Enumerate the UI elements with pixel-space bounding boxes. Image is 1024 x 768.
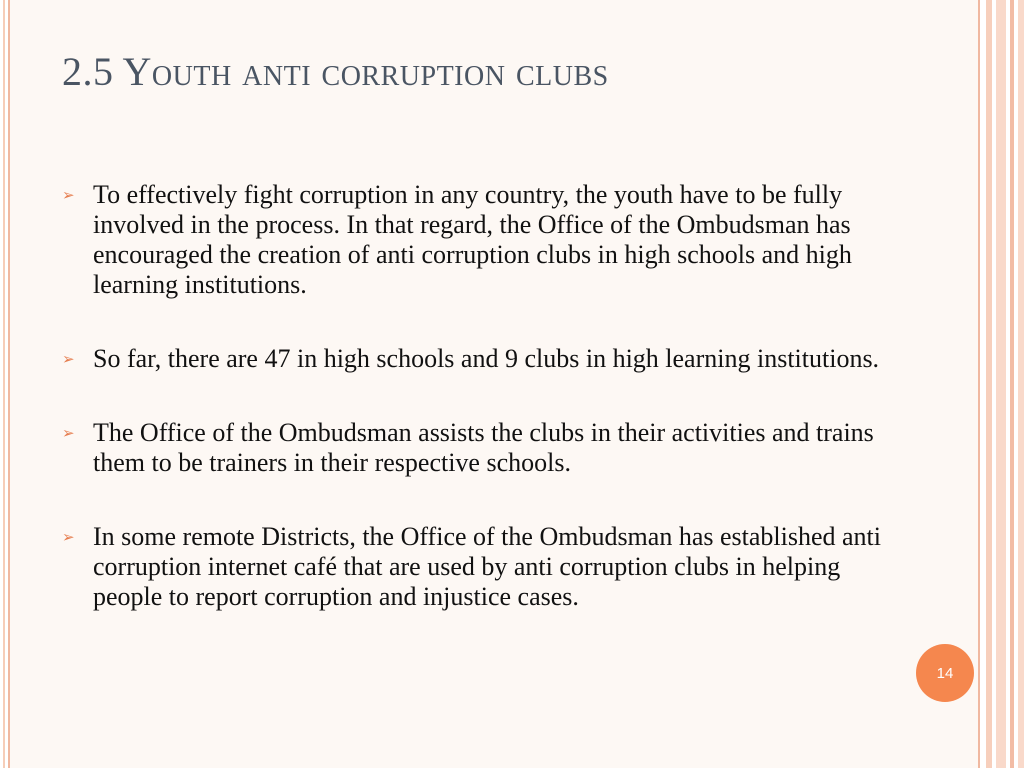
page-number-badge: 14 <box>916 644 974 702</box>
border-stripe <box>978 0 980 768</box>
arrow-bullet-icon: ➢ <box>62 350 75 368</box>
bullet-list <box>62 180 882 656</box>
bullet-item <box>62 418 882 478</box>
border-stripe <box>996 0 1006 768</box>
border-stripe <box>1010 0 1014 768</box>
bullet-text: So far, there are 47 in high schools and 9 clubs in high learning institutions. <box>93 344 880 373</box>
border-stripe <box>1018 0 1024 768</box>
arrow-bullet-icon: ➢ <box>62 424 75 442</box>
bullet-item <box>62 180 882 300</box>
arrow-bullet-icon: ➢ <box>62 528 75 546</box>
border-stripe <box>986 0 992 768</box>
left-border-decoration <box>0 0 10 768</box>
bullet-item <box>62 344 882 374</box>
bullet-item <box>62 522 882 612</box>
bullet-text: To effectively fight corruption in any country, the youth have to be fully involved in the process. In that regard, the Office of the Ombudsman has encouraged the creation of anti corruption clubs in high schools and high learning institutions. <box>93 180 852 299</box>
bullet-text: The Office of the Ombudsman assists the clubs in their activities and trains them to be trainers in their respective schools. <box>93 418 874 477</box>
arrow-bullet-icon: ➢ <box>62 186 75 204</box>
slide-title: 2.5 Youth anti corruption clubs <box>62 49 609 94</box>
bullet-text: In some remote Districts, the Office of the Ombudsman has established anti corruption internet café that are used by anti corruption clubs in helping people to report corruption and injustice cases. <box>93 522 881 611</box>
right-border-decoration <box>978 0 1024 768</box>
